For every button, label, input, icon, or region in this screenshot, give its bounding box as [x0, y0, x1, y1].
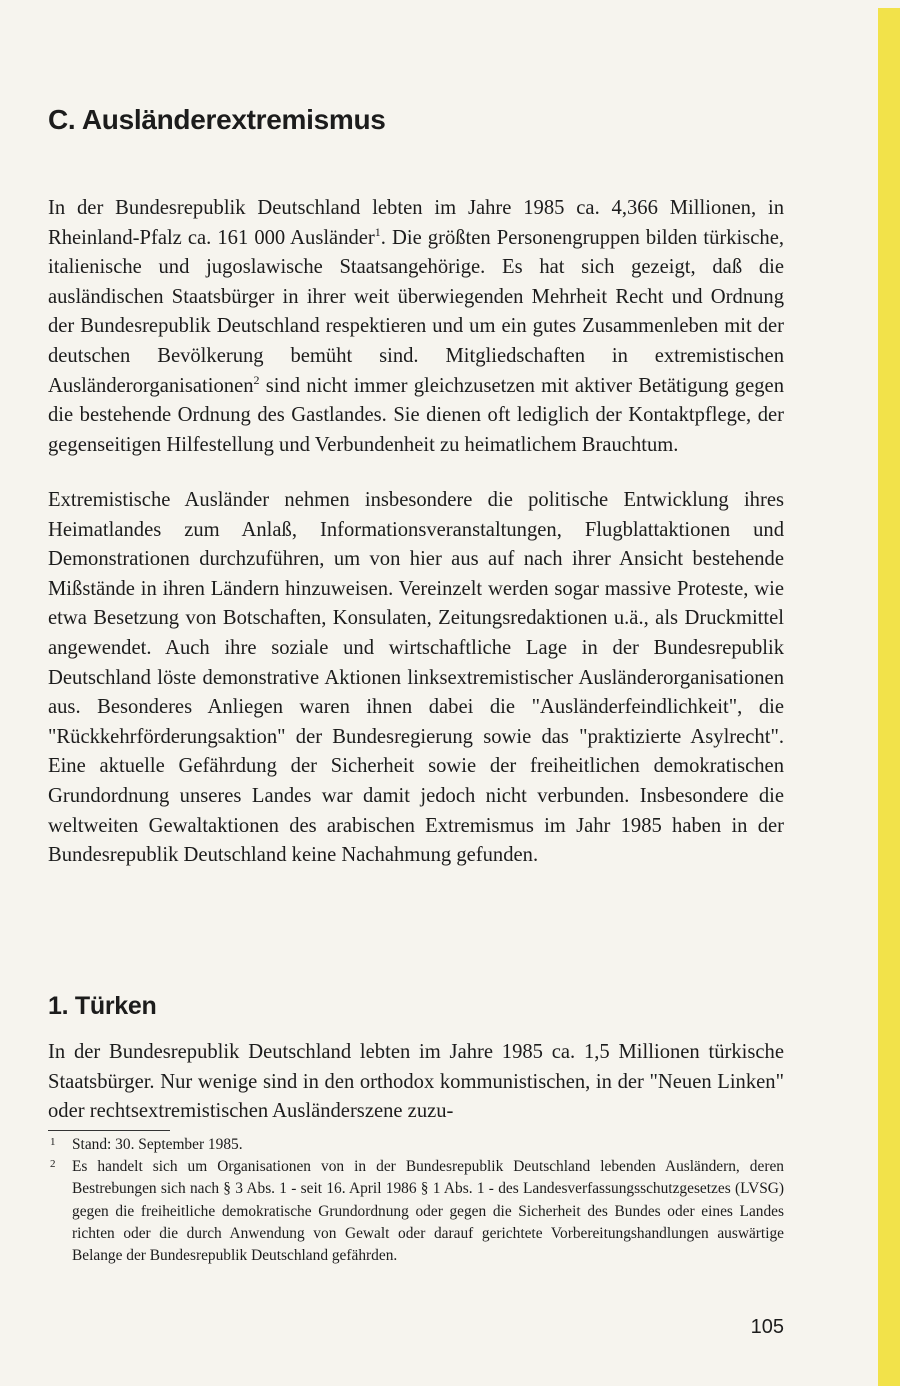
footnote-number: 1 — [50, 1136, 56, 1148]
footnotes — [48, 1134, 784, 1267]
section-heading: C. Ausländerextremismus — [48, 104, 386, 135]
paragraph-1-text-c: sind nicht immer gleichzusetzen mit aktiver Betätigung gegen die bestehende Ordnung des Gastlandes. Sie dienen oft lediglich der Kontaktpflege, der gegenseitigen Hilfestellung und Verbundenheit zu heimatlichem Brauchtum. — [48, 374, 784, 456]
footnote-ref-1: 1 — [374, 224, 381, 239]
paragraph-1 — [48, 194, 784, 460]
paragraph-1-text-b: . Die größten Personengruppen bilden türkische, italienische und jugoslawische Staatsangehörige. Es hat sich gezeigt, daß die ausländischen Staatsbürger in ihrer weit überwiegenden Mehrheit Recht und Ordnung der Bundesrepublik Deutschland respektieren und um ein gutes Zusammenleben mit der deutschen Bevölkerung bemüht sind. Mitgliedschaften in extremistischen Ausländerorganisationen — [48, 226, 785, 397]
paragraph-1-text-a: In der Bundesrepublik Deutschland lebten im Jahre 1985 ca. 4,366 Millionen, in Rheinland-Pfalz ca. 161 000 Ausländer — [48, 197, 784, 249]
footnote-2 — [48, 1156, 784, 1267]
footnote-number: 2 — [50, 1158, 56, 1171]
page-number: 105 — [750, 1316, 784, 1338]
footnote-1 — [48, 1134, 784, 1156]
paragraph-3: In der Bundesrepublik Deutschland lebten im Jahre 1985 ca. 1,5 Millionen türkische Staatsbürger. Nur wenige sind in den orthodox kommunistischen, in der "Neuen Linken" oder rechtsextremistischen Ausländerszene zuzu- — [48, 1041, 784, 1123]
footnote-ref-2: 2 — [253, 372, 260, 387]
footnote-divider — [48, 1130, 170, 1131]
footnote-text: Es handelt sich um Organisationen von in der Bundesrepublik Deutschland lebenden Ausländern, deren Bestrebungen sich nach § 3 Abs. 1 - seit 16. April 1986 § 1 Abs. 1 - des Landesverfassungsschutzgesetzes (LVSG) gegen die freiheitliche demokratische Grundordnung oder gegen die Sicherheit des Bundes oder eines Landes richten oder die durch Anwendung von Gewalt oder darauf gerichtete Vorbereitungshandlungen auswärtige Belange der Bundesrepublik Deutschland gefährden. — [72, 1158, 784, 1265]
subsection-heading: 1. Türken — [48, 992, 157, 1020]
footnote-text: Stand: 30. September 1985. — [72, 1136, 243, 1153]
paragraph-2: Extremistische Ausländer nehmen insbesondere die politische Entwicklung ihres Heimatlandes zum Anlaß, Informationsveranstaltungen, Flugblattaktionen und Demonstrationen durchzuführen, um von hier aus auf nach ihrer Ansicht bestehende Mißstände in ihren Ländern hinzuweisen. Vereinzelt werden sogar massive Proteste, wie etwa Besetzung von Botschaften, Konsulaten, Zeitungsredaktionen u.ä., als Druckmittel angewendet. Auch ihre soziale und wirtschaftliche Lage in der Bundesrepublik Deutschland löste demonstrative Aktionen linksextremistischer Ausländerorganisationen aus. Besonderes Anliegen waren ihnen dabei die "Ausländerfeindlichkeit", die "Rückkehrförderungsaktion" der Bundesregierung sowie das "praktizierte Asylrecht". Eine aktuelle Gefährdung der Sicherheit sowie der freiheitlichen demokratischen Grundordnung unseres Landes war damit jedoch nicht verbunden. Insbesondere die weltweiten Gewaltaktionen des arabischen Extremismus im Jahr 1985 haben in der Bundesrepublik Deutschland keine Nachahmung gefunden. — [48, 489, 784, 867]
page-edge-band — [878, 8, 900, 1386]
